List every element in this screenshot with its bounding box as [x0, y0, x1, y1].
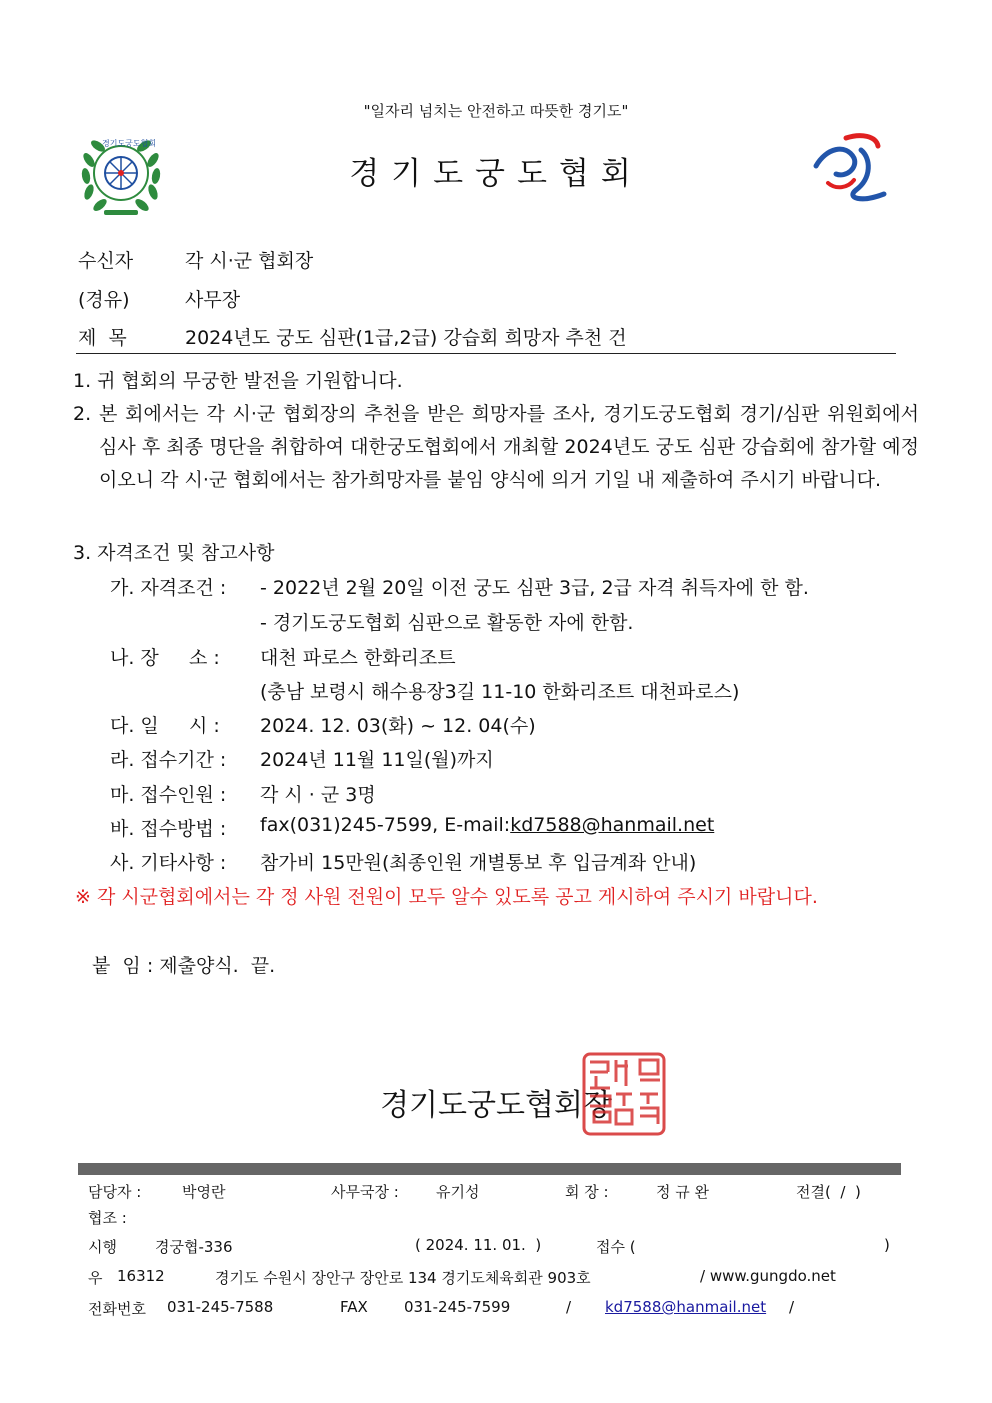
sub-item-value: 2024. 12. 03(화) ~ 12. 04(수) — [260, 715, 536, 737]
secgen-name: 유기성 — [436, 1183, 480, 1201]
subject-value: 2024년도 궁도 심판(1급,2급) 강습회 희망자 추천 건 — [185, 327, 627, 349]
notice-text: ※ 각 시군협회에서는 각 정 사원 전원이 모두 알수 있도록 공고 게시하여 주시기 바랍니다. — [75, 886, 818, 908]
recipient-value: 각 시·군 협회장 — [185, 250, 314, 272]
via-label: (경유) — [78, 289, 130, 311]
official-seal — [582, 1052, 666, 1136]
receipt-label: 접수 ( — [596, 1238, 636, 1256]
secgen-label: 사무국장 : — [331, 1183, 399, 1201]
body-item-2-text: 본 회에서는 각 시·군 협회장의 추천을 받은 희망자를 조사, 경기도궁도협회 경기/심판 위원회에서 심사 후 최종 명단을 취합하여 대한궁도협회에서 개최할 2024년도 궁도 심판 강습회에 참가할 예정이오니 각 시·군 협회에서는 참가희망자를 붙임 양식에 의거 기일 내 제출하여 주시기 바랍니다. — [99, 403, 919, 491]
sub-item-value: 참가비 15만원(최종인원 개별통보 후 입금계좌 안내) — [260, 852, 697, 874]
president-label: 회 장 : — [565, 1183, 609, 1201]
receipt-close: ) — [884, 1236, 890, 1254]
logo-left-text: 경기도궁도협회 — [102, 139, 157, 148]
sub-item-value: (충남 보령시 해수용장3길 11-10 한화리조트 대천파로스) — [260, 681, 740, 703]
attachment-text: 붙 임 : 제출양식. 끝. — [92, 955, 276, 977]
sub-item-value: 대천 파로스 한화리조트 — [260, 647, 456, 669]
phone-number: 031-245-7588 — [167, 1298, 274, 1316]
body-item-2 — [73, 398, 919, 497]
issue-date: ( 2024. 11. 01. ) — [415, 1236, 542, 1254]
subject-label: 제 목 — [78, 327, 127, 349]
sub-item-value: - 경기도궁도협회 심판으로 활동한 자에 한함. — [260, 612, 634, 634]
seal-stamp-icon — [582, 1052, 666, 1136]
email-link[interactable]: kd7588@hanmail.net — [510, 814, 715, 836]
page-title: 경기도궁도협회 — [349, 156, 643, 192]
sub-item-value — [260, 814, 714, 836]
via-value: 사무장 — [185, 289, 241, 311]
issue-label: 시행 — [88, 1238, 117, 1256]
sub-item-label: 마. 접수인원 : — [110, 784, 227, 806]
phone-label: 전화번호 — [88, 1300, 146, 1318]
manager-label: 담당자 : — [88, 1183, 142, 1201]
postal-label: 우 — [88, 1269, 103, 1287]
separator-slash: / — [566, 1298, 572, 1316]
submission-method-text: fax(031)245-7599, E-mail: — [260, 814, 511, 836]
issue-number: 경궁협-336 — [155, 1238, 233, 1256]
slogan: "일자리 넘치는 안전하고 따뜻한 경기도" — [363, 102, 629, 120]
signatory-name: 경기도궁도협회장 — [380, 1088, 612, 1123]
body-item-2-number: 2. — [73, 403, 92, 425]
fax-label: FAX — [340, 1298, 368, 1316]
fax-number: 031-245-7599 — [404, 1298, 511, 1316]
sub-item-label: 바. 접수방법 : — [110, 818, 227, 840]
manager-name: 박영란 — [182, 1183, 226, 1201]
footer-divider-bar — [78, 1163, 901, 1175]
president-name: 정 규 완 — [656, 1183, 710, 1201]
sub-item-label: 라. 접수기간 : — [110, 749, 227, 771]
body-item-3: 3. 자격조건 및 참고사항 — [73, 542, 275, 564]
sub-item-label: 사. 기타사항 : — [110, 852, 227, 874]
sub-item-label: 나. 장 소 : — [110, 647, 220, 669]
separator-slash: / — [789, 1298, 795, 1316]
website: / www.gungdo.net — [700, 1267, 836, 1285]
hwaseong-logo — [806, 128, 896, 208]
sub-item-value: - 2022년 2월 20일 이전 궁도 심판 3급, 2급 자격 취득자에 한 함. — [260, 577, 809, 599]
sub-item-label: 가. 자격조건 : — [110, 577, 227, 599]
sub-item-value: 각 시 · 군 3명 — [260, 784, 376, 806]
final-approval: 전결( / ) — [796, 1183, 861, 1201]
footer-email-link[interactable]: kd7588@hanmail.net — [605, 1298, 767, 1316]
recipient-label: 수신자 — [78, 250, 134, 272]
address: 경기도 수원시 장안구 장안로 134 경기도체육회관 903호 — [215, 1269, 591, 1287]
sub-item-label: 다. 일 시 : — [110, 715, 220, 737]
cooperation-label: 협조 : — [88, 1209, 127, 1227]
sub-item-value: 2024년 11월 11일(월)까지 — [260, 749, 494, 771]
body-item-1: 1. 귀 협회의 무궁한 발전을 기원합니다. — [73, 370, 403, 392]
header-divider — [76, 353, 896, 354]
postal-code: 16312 — [117, 1267, 165, 1285]
